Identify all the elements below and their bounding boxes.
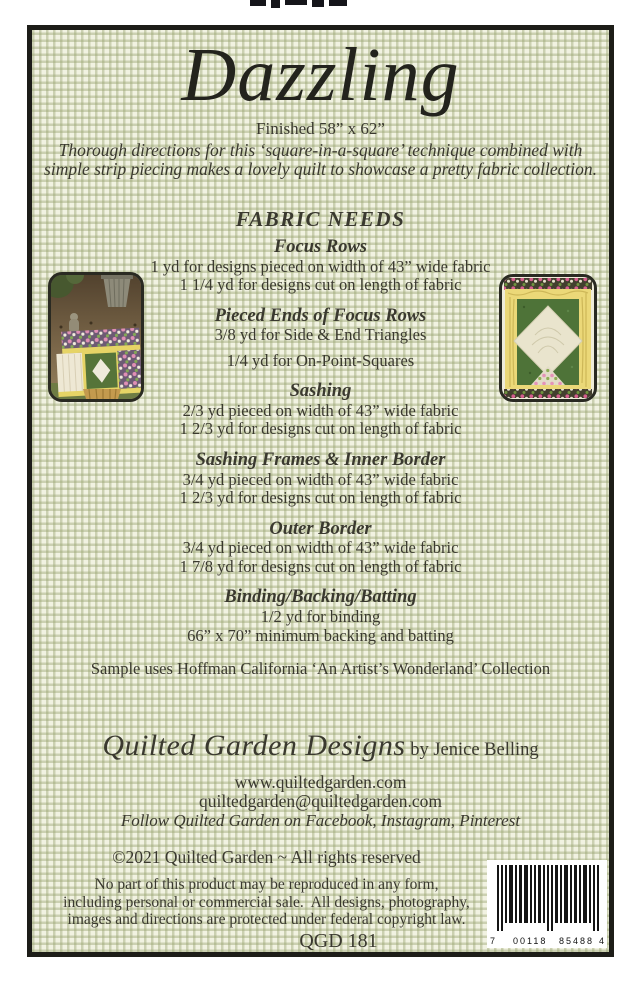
yardage-line: 1 yd for designs pieced on width of 43” wide fabric <box>150 256 491 276</box>
section-title: Sashing Frames & Inner Border <box>195 450 446 471</box>
publisher-social-line: Follow Quilted Garden on Facebook, Instagram, Pinterest <box>120 811 521 830</box>
section-title: Sashing <box>289 381 352 402</box>
publisher-name: Quilted Garden Designs <box>102 729 406 762</box>
yardage-line: 1/2 yd for binding <box>260 606 381 626</box>
cropped-text-artifact <box>250 0 380 9</box>
section-title: Binding/Backing/Batting <box>224 587 417 608</box>
fabric-section-sashing-frames <box>32 451 609 508</box>
legal-notice <box>0 876 555 929</box>
description-line-1: Thorough directions for this ‘square-in-a-square’ technique combined with <box>58 140 583 160</box>
description-line-2: simple strip piecing makes a lovely quilt to showcase a pretty fabric collection. <box>44 158 597 179</box>
yardage-line: 1/4 yd for On-Point-Squares <box>226 350 415 370</box>
section-title: Pieced Ends of Focus Rows <box>214 305 427 326</box>
legal-line-1: No part of this product may be reproduced in any form, <box>94 876 439 893</box>
yardage-line: 3/4 yd pieced on width of 43” wide fabric <box>182 469 459 489</box>
legal-line-3: images and directions are protected under federal copyright law. <box>67 911 466 929</box>
barcode-digits <box>487 934 607 946</box>
fabric-section-focus-rows <box>32 238 609 295</box>
barcode-group-1: 00118 <box>513 936 548 946</box>
section-title: Outer Border <box>269 518 372 539</box>
publisher-website: www.quiltedgarden.com <box>234 772 407 792</box>
pattern-description <box>32 141 609 178</box>
pattern-back-panel <box>27 25 614 957</box>
yardage-line: 1 2/3 yd for designs cut on length of fabric <box>179 488 462 508</box>
product-code: QGD 181 <box>299 929 378 952</box>
yardage-line: 1 2/3 yd for designs cut on length of fabric <box>179 419 462 439</box>
section-title: Focus Rows <box>273 237 368 257</box>
publisher-byline: by Jenice Belling <box>405 740 539 760</box>
yardage-line: 2/3 yd pieced on width of 43” wide fabric <box>182 400 459 420</box>
fabric-section-pieced-ends <box>32 307 609 371</box>
yardage-line: 3/8 yd for Side & End Triangles <box>214 325 427 345</box>
pattern-title: Dazzling <box>181 33 460 117</box>
copyright-line: ©2021 Quilted Garden ~ All rights reserved <box>112 847 421 867</box>
fabric-section-outer-border <box>32 520 609 577</box>
legal-line-2: including personal or commercial sale. All designs, photography, <box>63 893 470 911</box>
yardage-line: 66” x 70” minimum backing and batting <box>187 625 454 645</box>
barcode-group-2: 85488 <box>559 936 595 946</box>
yardage-line: 1 7/8 yd for designs cut on length of fabric <box>179 556 462 576</box>
fabric-needs-heading: FABRIC NEEDS <box>235 207 406 231</box>
barcode-right-digit: 4 <box>598 936 604 946</box>
yardage-line: 3/4 yd pieced on width of 43” wide fabric <box>182 538 459 558</box>
publisher-email: quiltedgarden@quiltedgarden.com <box>198 791 443 811</box>
upc-barcode <box>487 860 607 948</box>
sample-fabric-note: Sample uses Hoffman California ‘An Artist’s Wonderland’ Collection <box>90 659 551 679</box>
barcode-left-digit: 7 <box>490 936 496 946</box>
fabric-section-sashing <box>32 382 609 439</box>
finished-size: Finished 58” x 62” <box>256 119 385 138</box>
publisher-name-line <box>32 729 609 767</box>
yardage-line: 1 1/4 yd for designs cut on length of fabric <box>179 275 462 295</box>
fabric-needs-section <box>32 206 609 678</box>
fabric-section-binding-backing-batting <box>32 588 609 645</box>
